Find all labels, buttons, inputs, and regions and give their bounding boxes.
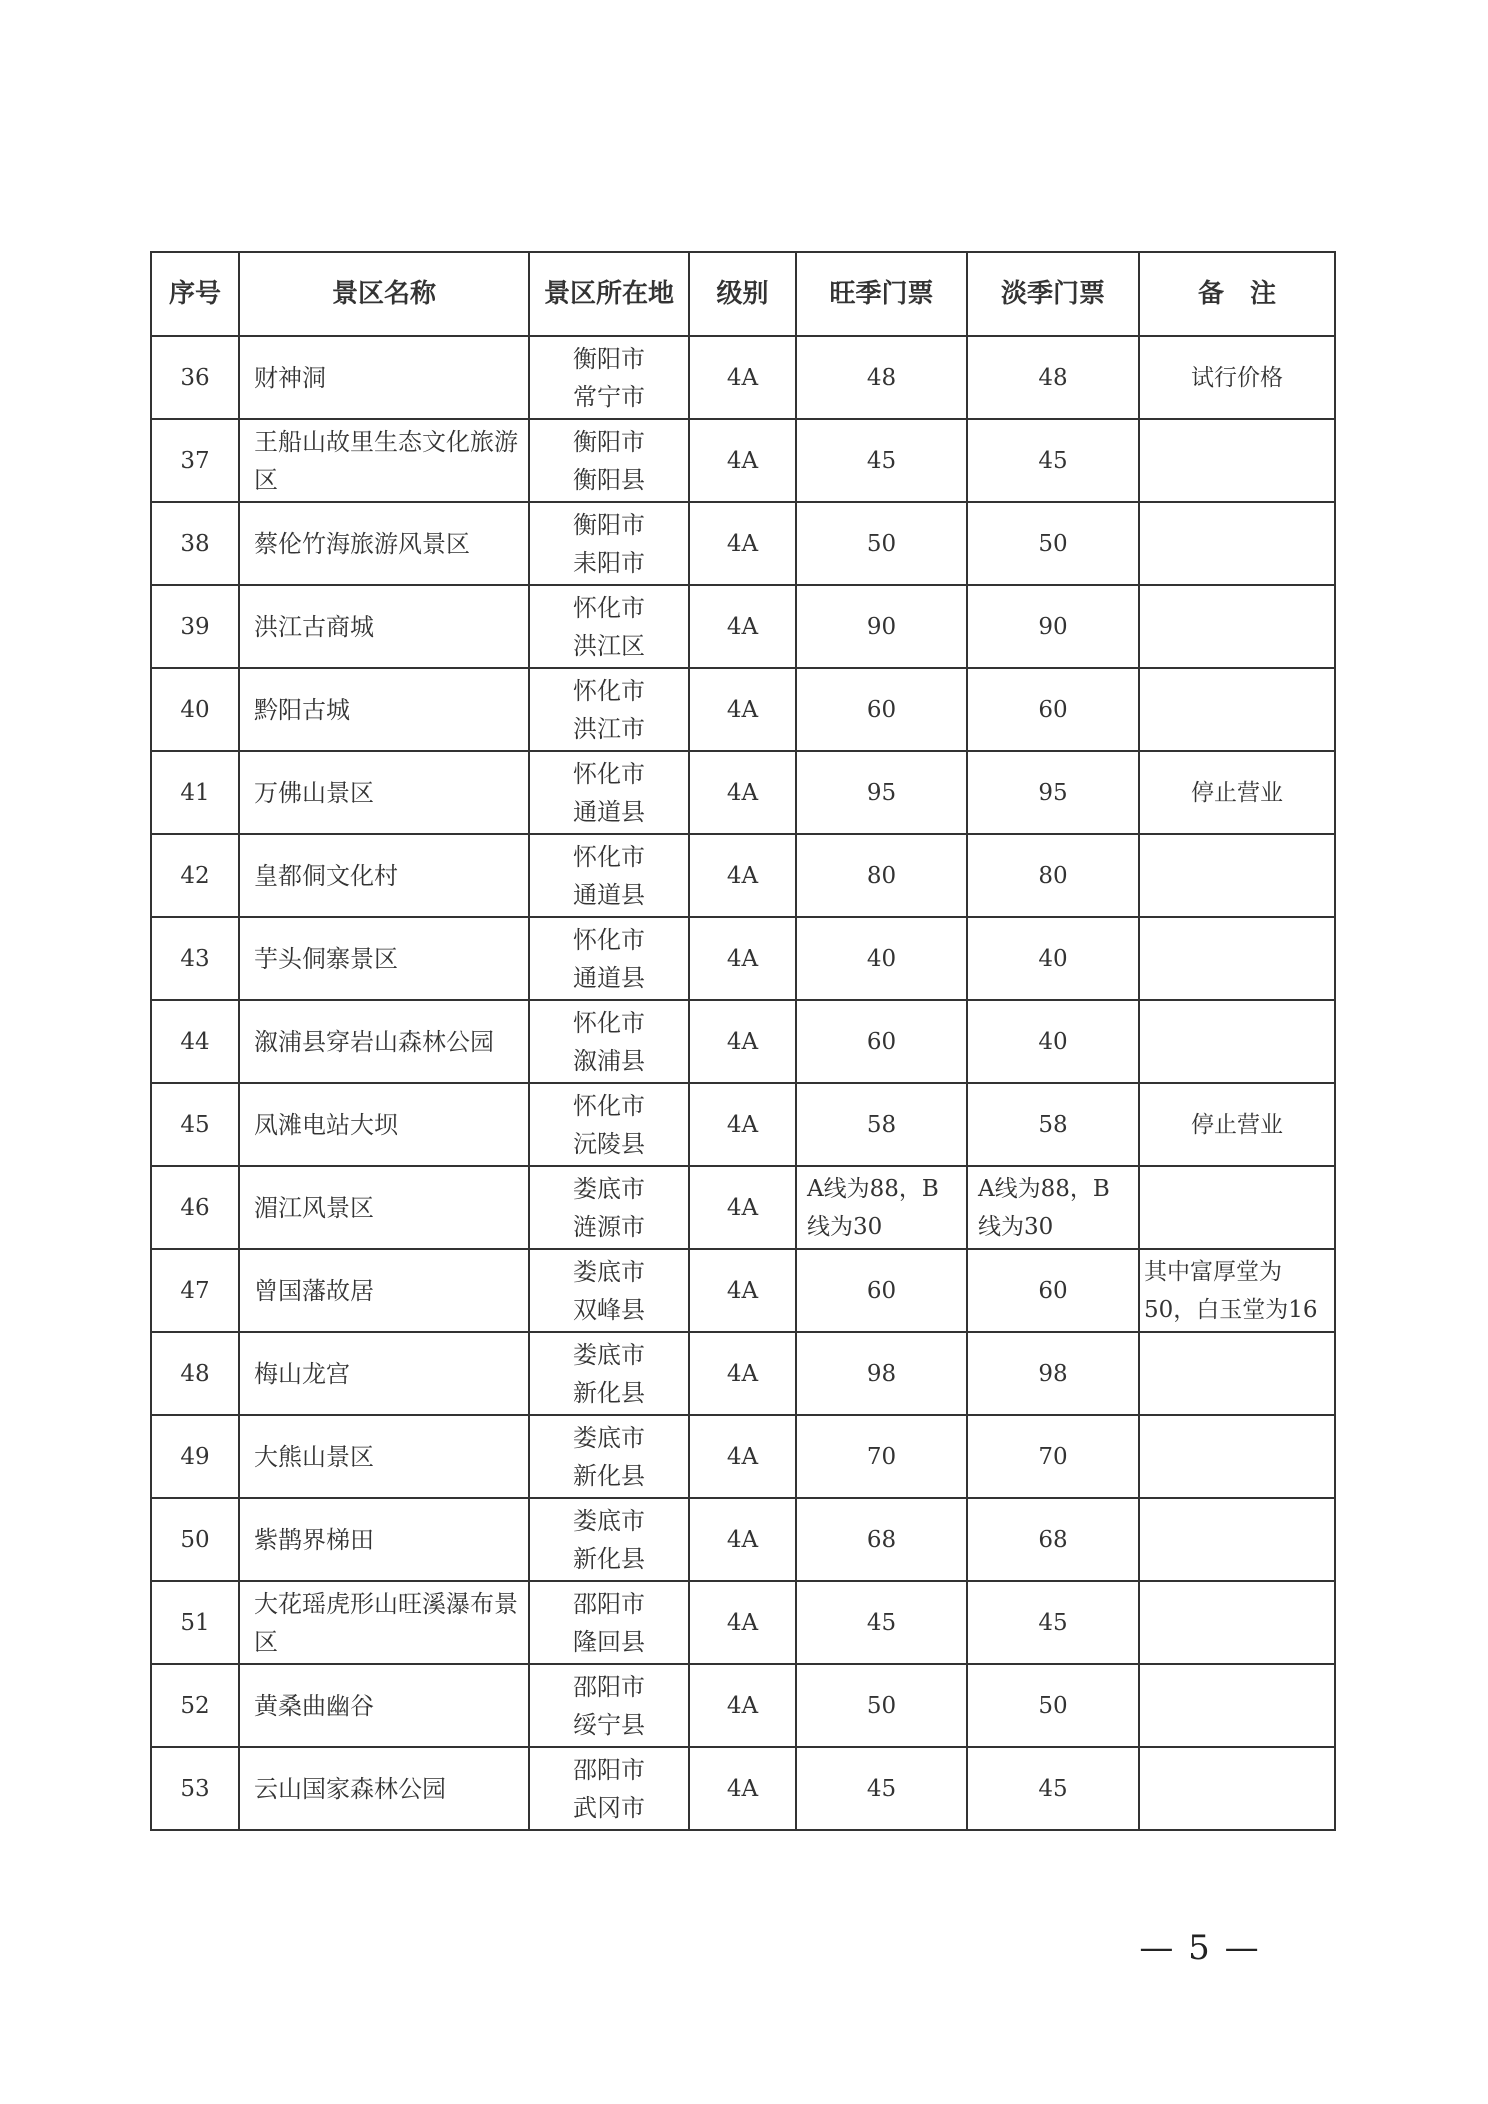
row-scenic-name: 王船山故里生态文化旅游区 bbox=[239, 419, 529, 502]
table-row bbox=[151, 917, 1335, 1000]
row-location-city: 娄底市 bbox=[573, 1174, 645, 1203]
row-location-city: 衡阳市 bbox=[573, 344, 645, 373]
row-scenic-name: 皇都侗文化村 bbox=[239, 834, 529, 917]
header-seq: 序号 bbox=[151, 252, 239, 336]
row-seq: 48 bbox=[151, 1332, 239, 1415]
page-number: — 5 — bbox=[1139, 1928, 1261, 1968]
row-location-city: 怀化市 bbox=[573, 759, 645, 788]
row-level: 4A bbox=[689, 1332, 796, 1415]
table-row bbox=[151, 834, 1335, 917]
row-location-county: 衡阳县 bbox=[573, 465, 645, 494]
row-location bbox=[529, 834, 689, 917]
row-location bbox=[529, 1249, 689, 1332]
row-offpeak-ticket: 45 bbox=[967, 419, 1139, 502]
row-seq: 45 bbox=[151, 1083, 239, 1166]
table-row bbox=[151, 502, 1335, 585]
row-location bbox=[529, 336, 689, 419]
row-location-city: 邵阳市 bbox=[573, 1589, 645, 1618]
row-level: 4A bbox=[689, 585, 796, 668]
table-row bbox=[151, 1664, 1335, 1747]
row-scenic-name: 凤滩电站大坝 bbox=[239, 1083, 529, 1166]
row-scenic-name: 万佛山景区 bbox=[239, 751, 529, 834]
row-location-city: 怀化市 bbox=[573, 842, 645, 871]
row-remark bbox=[1139, 1000, 1335, 1083]
row-remark: 停止营业 bbox=[1139, 751, 1335, 834]
row-offpeak-ticket: 40 bbox=[967, 917, 1139, 1000]
row-location bbox=[529, 419, 689, 502]
row-level: 4A bbox=[689, 1249, 796, 1332]
row-peak-ticket: 98 bbox=[796, 1332, 967, 1415]
row-level: 4A bbox=[689, 502, 796, 585]
row-offpeak-ticket: 80 bbox=[967, 834, 1139, 917]
row-location-county: 通道县 bbox=[573, 880, 645, 909]
row-location-county: 涟源市 bbox=[573, 1212, 645, 1241]
table-row bbox=[151, 419, 1335, 502]
row-level: 4A bbox=[689, 1498, 796, 1581]
table-row bbox=[151, 751, 1335, 834]
row-scenic-name: 大熊山景区 bbox=[239, 1415, 529, 1498]
row-offpeak-ticket: 50 bbox=[967, 502, 1139, 585]
row-location-city: 邵阳市 bbox=[573, 1755, 645, 1784]
row-seq: 49 bbox=[151, 1415, 239, 1498]
row-location-county: 新化县 bbox=[573, 1378, 645, 1407]
row-offpeak-ticket: 68 bbox=[967, 1498, 1139, 1581]
table-row bbox=[151, 1083, 1335, 1166]
row-location-city: 娄底市 bbox=[573, 1340, 645, 1369]
row-location-county: 常宁市 bbox=[573, 382, 645, 411]
row-remark bbox=[1139, 419, 1335, 502]
row-location-county: 洪江市 bbox=[573, 714, 645, 743]
row-location-city: 娄底市 bbox=[573, 1423, 645, 1452]
row-level: 4A bbox=[689, 834, 796, 917]
row-peak-ticket: 60 bbox=[796, 668, 967, 751]
row-location-county: 溆浦县 bbox=[573, 1046, 645, 1075]
row-scenic-name: 洪江古商城 bbox=[239, 585, 529, 668]
row-offpeak-ticket: 48 bbox=[967, 336, 1139, 419]
row-offpeak-ticket: 40 bbox=[967, 1000, 1139, 1083]
table-header-row bbox=[151, 252, 1335, 336]
row-scenic-name: 黔阳古城 bbox=[239, 668, 529, 751]
row-remark bbox=[1139, 1415, 1335, 1498]
table-row bbox=[151, 1000, 1335, 1083]
table-row bbox=[151, 1747, 1335, 1830]
row-seq: 37 bbox=[151, 419, 239, 502]
row-seq: 39 bbox=[151, 585, 239, 668]
row-scenic-name: 云山国家森林公园 bbox=[239, 1747, 529, 1830]
row-location-county: 隆回县 bbox=[573, 1627, 645, 1656]
header-remark: 备 注 bbox=[1139, 252, 1335, 336]
row-location-city: 怀化市 bbox=[573, 676, 645, 705]
header-name: 景区名称 bbox=[239, 252, 529, 336]
row-level: 4A bbox=[689, 751, 796, 834]
row-seq: 50 bbox=[151, 1498, 239, 1581]
row-peak-ticket: 68 bbox=[796, 1498, 967, 1581]
row-seq: 43 bbox=[151, 917, 239, 1000]
row-location-county: 新化县 bbox=[573, 1461, 645, 1490]
row-location-county: 双峰县 bbox=[573, 1295, 645, 1324]
row-scenic-name: 黄桑曲幽谷 bbox=[239, 1664, 529, 1747]
header-peak-ticket: 旺季门票 bbox=[796, 252, 967, 336]
row-location bbox=[529, 502, 689, 585]
row-level: 4A bbox=[689, 1166, 796, 1249]
row-location bbox=[529, 917, 689, 1000]
row-scenic-name: 溆浦县穿岩山森林公园 bbox=[239, 1000, 529, 1083]
row-level: 4A bbox=[689, 1581, 796, 1664]
row-location-county: 沅陵县 bbox=[573, 1129, 645, 1158]
row-peak-ticket: 45 bbox=[796, 1747, 967, 1830]
row-location-city: 邵阳市 bbox=[573, 1672, 645, 1701]
row-level: 4A bbox=[689, 668, 796, 751]
row-scenic-name: 财神洞 bbox=[239, 336, 529, 419]
row-remark bbox=[1139, 585, 1335, 668]
row-offpeak-ticket: 58 bbox=[967, 1083, 1139, 1166]
row-peak-ticket: 80 bbox=[796, 834, 967, 917]
row-seq: 40 bbox=[151, 668, 239, 751]
row-remark bbox=[1139, 1664, 1335, 1747]
row-peak-ticket: 50 bbox=[796, 1664, 967, 1747]
row-location bbox=[529, 1415, 689, 1498]
row-remark bbox=[1139, 1747, 1335, 1830]
row-scenic-name: 曾国藩故居 bbox=[239, 1249, 529, 1332]
row-remark bbox=[1139, 1498, 1335, 1581]
row-offpeak-ticket: 45 bbox=[967, 1581, 1139, 1664]
table-row bbox=[151, 585, 1335, 668]
row-seq: 36 bbox=[151, 336, 239, 419]
row-location bbox=[529, 585, 689, 668]
row-peak-ticket: 95 bbox=[796, 751, 967, 834]
row-remark: 其中富厚堂为50，白玉堂为16 bbox=[1139, 1249, 1335, 1332]
row-peak-ticket: 50 bbox=[796, 502, 967, 585]
row-peak-ticket: 90 bbox=[796, 585, 967, 668]
row-level: 4A bbox=[689, 419, 796, 502]
row-scenic-name: 大花瑶虎形山旺溪瀑布景区 bbox=[239, 1581, 529, 1664]
row-scenic-name: 湄江风景区 bbox=[239, 1166, 529, 1249]
row-scenic-name: 芋头侗寨景区 bbox=[239, 917, 529, 1000]
row-offpeak-ticket: 95 bbox=[967, 751, 1139, 834]
row-location-county: 通道县 bbox=[573, 797, 645, 826]
row-offpeak-ticket: 60 bbox=[967, 668, 1139, 751]
row-peak-ticket: 48 bbox=[796, 336, 967, 419]
row-peak-ticket: 45 bbox=[796, 419, 967, 502]
row-location bbox=[529, 1664, 689, 1747]
table-body bbox=[151, 336, 1335, 1830]
row-peak-ticket: 70 bbox=[796, 1415, 967, 1498]
row-remark bbox=[1139, 834, 1335, 917]
row-offpeak-ticket: 60 bbox=[967, 1249, 1139, 1332]
row-location-county: 绥宁县 bbox=[573, 1710, 645, 1739]
row-location bbox=[529, 1747, 689, 1830]
row-offpeak-ticket: 70 bbox=[967, 1415, 1139, 1498]
row-level: 4A bbox=[689, 1747, 796, 1830]
row-location-county: 新化县 bbox=[573, 1544, 645, 1573]
header-location: 景区所在地 bbox=[529, 252, 689, 336]
row-location-city: 衡阳市 bbox=[573, 510, 645, 539]
table-row bbox=[151, 1166, 1335, 1249]
row-location bbox=[529, 1581, 689, 1664]
row-location bbox=[529, 751, 689, 834]
row-seq: 51 bbox=[151, 1581, 239, 1664]
row-peak-ticket: 60 bbox=[796, 1000, 967, 1083]
row-peak-ticket: 45 bbox=[796, 1581, 967, 1664]
row-scenic-name: 梅山龙宫 bbox=[239, 1332, 529, 1415]
row-scenic-name: 紫鹊界梯田 bbox=[239, 1498, 529, 1581]
row-location-city: 怀化市 bbox=[573, 593, 645, 622]
row-location-city: 娄底市 bbox=[573, 1506, 645, 1535]
row-scenic-name: 蔡伦竹海旅游风景区 bbox=[239, 502, 529, 585]
row-offpeak-ticket: 50 bbox=[967, 1664, 1139, 1747]
row-peak-ticket: 40 bbox=[796, 917, 967, 1000]
row-level: 4A bbox=[689, 1000, 796, 1083]
table-row bbox=[151, 336, 1335, 419]
row-location bbox=[529, 1083, 689, 1166]
row-level: 4A bbox=[689, 1083, 796, 1166]
row-level: 4A bbox=[689, 917, 796, 1000]
row-location-county: 通道县 bbox=[573, 963, 645, 992]
row-peak-ticket: 60 bbox=[796, 1249, 967, 1332]
scenic-spot-price-table bbox=[150, 251, 1336, 1831]
row-location bbox=[529, 1166, 689, 1249]
row-offpeak-ticket: 98 bbox=[967, 1332, 1139, 1415]
row-remark bbox=[1139, 668, 1335, 751]
row-seq: 47 bbox=[151, 1249, 239, 1332]
row-level: 4A bbox=[689, 336, 796, 419]
row-remark bbox=[1139, 1581, 1335, 1664]
table-row bbox=[151, 1498, 1335, 1581]
row-location-county: 洪江区 bbox=[573, 631, 645, 660]
row-location bbox=[529, 1498, 689, 1581]
table-row bbox=[151, 1332, 1335, 1415]
row-remark bbox=[1139, 502, 1335, 585]
row-remark bbox=[1139, 1166, 1335, 1249]
table-row bbox=[151, 1249, 1335, 1332]
row-location-county: 耒阳市 bbox=[573, 548, 645, 577]
row-offpeak-ticket: 90 bbox=[967, 585, 1139, 668]
row-seq: 52 bbox=[151, 1664, 239, 1747]
row-location-city: 怀化市 bbox=[573, 925, 645, 954]
table-row bbox=[151, 1415, 1335, 1498]
row-location bbox=[529, 1332, 689, 1415]
row-location-city: 衡阳市 bbox=[573, 427, 645, 456]
row-seq: 38 bbox=[151, 502, 239, 585]
row-seq: 46 bbox=[151, 1166, 239, 1249]
row-remark: 试行价格 bbox=[1139, 336, 1335, 419]
row-location bbox=[529, 1000, 689, 1083]
table-row bbox=[151, 668, 1335, 751]
row-location-county: 武冈市 bbox=[573, 1793, 645, 1822]
row-location bbox=[529, 668, 689, 751]
row-seq: 44 bbox=[151, 1000, 239, 1083]
row-location-city: 怀化市 bbox=[573, 1091, 645, 1120]
row-peak-ticket: 58 bbox=[796, 1083, 967, 1166]
table-row bbox=[151, 1581, 1335, 1664]
row-location-city: 怀化市 bbox=[573, 1008, 645, 1037]
row-peak-ticket: A线为88，B线为30 bbox=[796, 1166, 967, 1249]
row-seq: 53 bbox=[151, 1747, 239, 1830]
row-seq: 41 bbox=[151, 751, 239, 834]
row-level: 4A bbox=[689, 1415, 796, 1498]
row-level: 4A bbox=[689, 1664, 796, 1747]
row-offpeak-ticket: 45 bbox=[967, 1747, 1139, 1830]
header-level: 级别 bbox=[689, 252, 796, 336]
row-offpeak-ticket: A线为88，B线为30 bbox=[967, 1166, 1139, 1249]
row-location-city: 娄底市 bbox=[573, 1257, 645, 1286]
row-remark bbox=[1139, 1332, 1335, 1415]
row-seq: 42 bbox=[151, 834, 239, 917]
header-offpeak-ticket: 淡季门票 bbox=[967, 252, 1139, 336]
row-remark: 停止营业 bbox=[1139, 1083, 1335, 1166]
row-remark bbox=[1139, 917, 1335, 1000]
